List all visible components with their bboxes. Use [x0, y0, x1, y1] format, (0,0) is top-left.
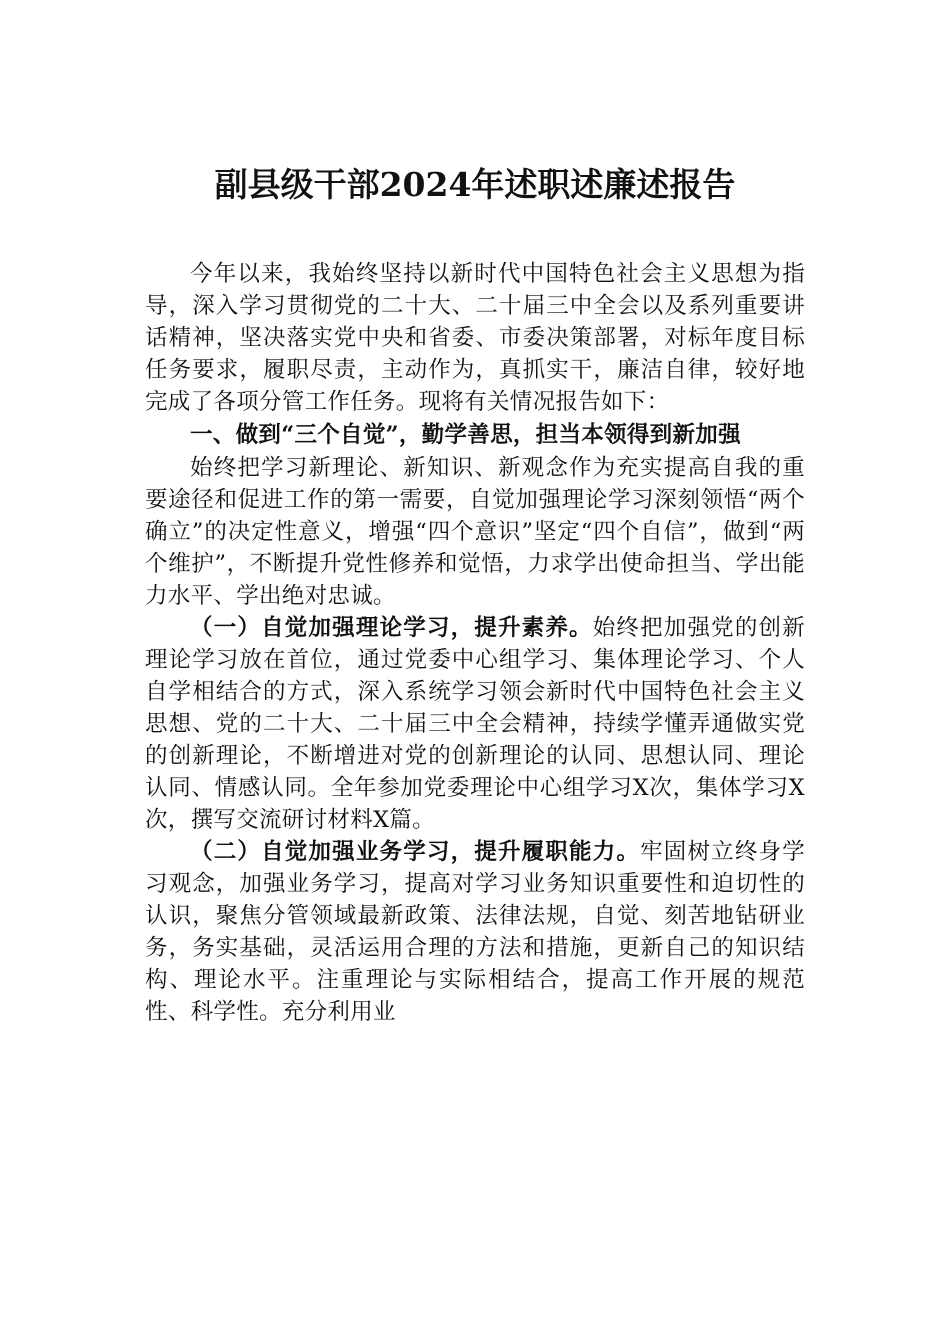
section-1-paragraph: 始终把学习新理论、新知识、新观念作为充实提高自我的重要途径和促进工作的第一需要，自觉加强理论学习深刻领悟“两个确立”的决定性意义，增强“四个意识”坚定“四个自信”，做到“两个维护”，不断提升党性修养和觉悟，力求学出使命担当、学出能力水平、学出绝对忠诚。: [145, 455, 805, 609]
item-1-body: 始终把加强党的创新理论学习放在首位，通过党委中心组学习、集体理论学习、个人自学相结合的方式，深入系统学习领会新时代中国特色社会主义思想、党的二十大、二十届三中全会精神，持续学懂弄通做实党的创新理论，不断增进对党的创新理论的认同、思想认同、理论认同、情感认同。全年参加党委理论中心组学习X次，集体学习X次，撰写交流研讨材料X篇。: [145, 615, 806, 833]
document-body: [145, 258, 805, 1028]
item-2-lead: （二）自觉加强业务学习，提升履职能力。: [190, 839, 641, 865]
section-heading-1: 一、做到“三个自觉”，勤学善思，担当本领得到新加强: [190, 422, 741, 448]
item-2-paragraph: [145, 836, 805, 1028]
document-title: 副县级干部2024年述职述廉述报告: [214, 165, 736, 204]
intro-paragraph: 今年以来，我始终坚持以新时代中国特色社会主义思想为指导，深入学习贯彻党的二十大、二十届三中全会以及系列重要讲话精神，坚决落实党中央和省委、市委决策部署，对标年度目标任务要求，履职尽责，主动作为，真抓实干，廉洁自律，较好地完成了各项分管工作任务。现将有关情况报告如下：: [145, 261, 805, 415]
item-2-body: 牢固树立终身学习观念，加强业务学习，提高对学习业务知识重要性和迫切性的认识，聚焦分管领域最新政策、法律法规，自觉、刻苦地钻研业务，务实基础，灵活运用合理的方法和措施，更新自己的知识结构、理论水平。注重理论与实际相结合，提高工作开展的规范性、科学性。充分利用业: [145, 839, 806, 1025]
item-1-lead: （一）自觉加强理论学习，提升素养。: [190, 615, 593, 641]
item-1-paragraph: [145, 612, 805, 836]
